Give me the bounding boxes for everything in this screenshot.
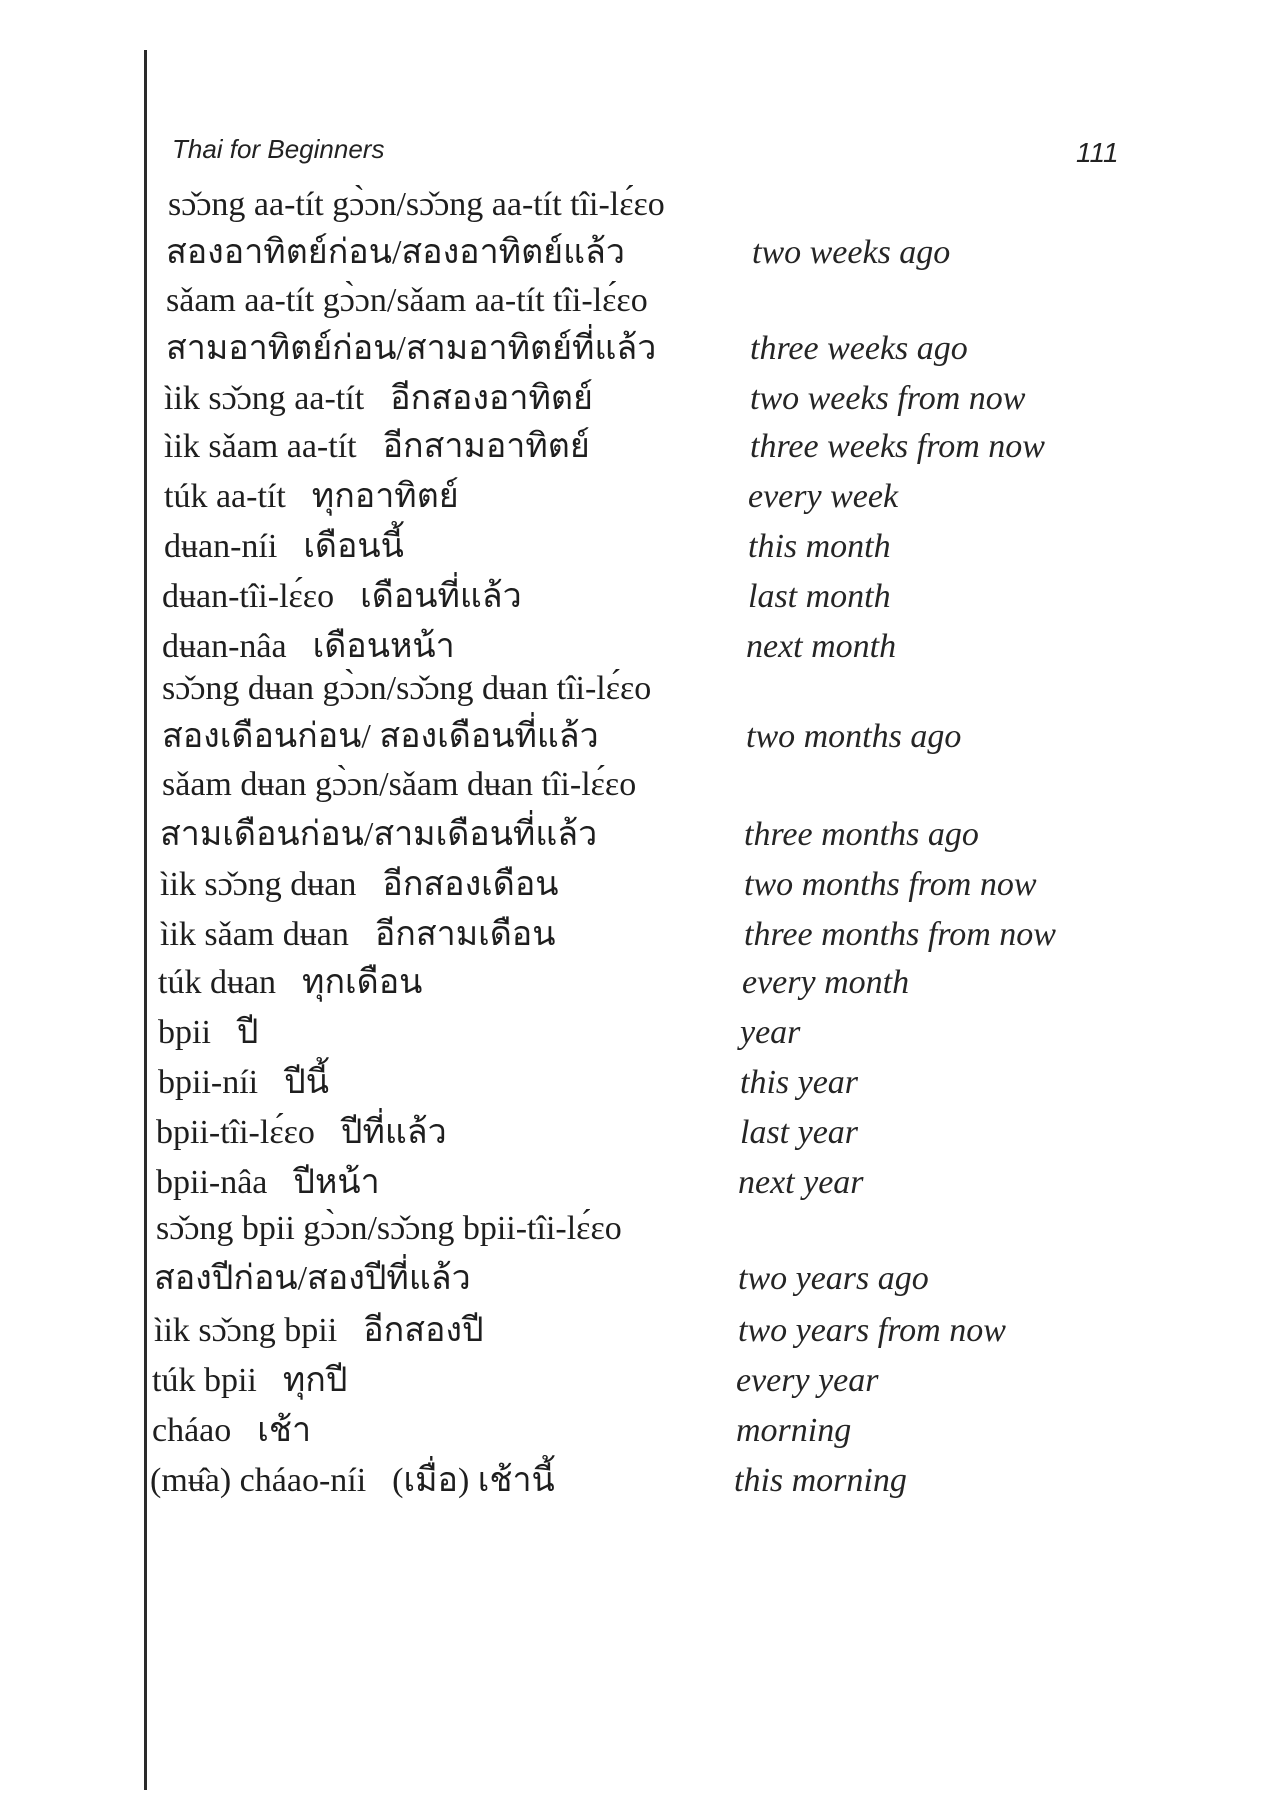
entry-term	[158, 966, 422, 1000]
entry-term	[164, 382, 593, 416]
entry-term	[154, 1262, 471, 1296]
entry-romanization: dʉan-níi	[164, 528, 278, 565]
entry-thai: สองปีก่อน/สองปีที่แล้ว	[154, 1260, 471, 1297]
entry-term	[162, 672, 651, 706]
entry-romanization: ìik sɔ̌ɔng aa-tít	[164, 380, 365, 417]
entry-term	[150, 1464, 555, 1498]
page-number: 111	[1076, 137, 1119, 168]
entry-term	[166, 284, 648, 318]
entry-thai: สามเดือนก่อน/สามเดือนที่แล้ว	[160, 816, 598, 853]
entry-romanization: túk bpii	[152, 1362, 257, 1399]
entry-romanization: dʉan-tîi-lɛ́ɛo	[162, 578, 335, 615]
entry-term	[154, 1314, 484, 1348]
entry-english: every year	[736, 1362, 879, 1399]
entry-romanization: sǎam dʉan gɔ̀ɔn/sǎam dʉan tîi-lɛ́ɛo	[162, 766, 637, 803]
entry-romanization: bpii	[158, 1014, 211, 1051]
entry-romanization: sǎam aa-tít gɔ̀ɔn/sǎam aa-tít tîi-lɛ́ɛo	[166, 282, 648, 319]
entry-term	[166, 332, 656, 366]
entry-romanization: sɔ̌ɔng bpii gɔ̀ɔn/sɔ̌ɔng bpii-tîi-lɛ́ɛo	[156, 1210, 622, 1247]
entry-romanization: sɔ̌ɔng aa-tít gɔ̀ɔn/sɔ̌ɔng aa-tít tîi-lɛ́ɛo	[168, 186, 665, 223]
entry-thai: สองอาทิตย์ก่อน/สองอาทิตย์แล้ว	[166, 234, 625, 271]
entry-english: three months ago	[744, 816, 979, 853]
entry-thai: สองเดือนก่อน/ สองเดือนที่แล้ว	[162, 718, 599, 755]
entry-term	[158, 1066, 329, 1100]
entry-romanization: bpii-tîi-lɛ́ɛo	[156, 1114, 315, 1151]
entry-thai: อีกสามอาทิตย์	[382, 428, 590, 465]
entry-thai: เดือนหน้า	[312, 628, 455, 665]
entry-romanization: sɔ̌ɔng dʉan gɔ̀ɔn/sɔ̌ɔng dʉan tîi-lɛ́ɛo	[162, 670, 652, 707]
entry-english: this year	[740, 1064, 859, 1101]
entry-english: three weeks from now	[750, 428, 1045, 465]
entry-thai: ปีนี้	[284, 1064, 329, 1101]
entry-romanization: dʉan-nâa	[162, 628, 287, 665]
entry-english: next month	[746, 628, 897, 665]
entry-term	[160, 918, 555, 952]
page-spine-line	[144, 50, 147, 1790]
entry-thai: เดือนนี้	[303, 528, 404, 565]
entry-romanization: bpii-níi	[158, 1064, 259, 1101]
entry-term	[162, 720, 599, 754]
entry-term	[158, 1016, 259, 1050]
entry-term	[168, 188, 665, 222]
entry-term	[156, 1116, 447, 1150]
entry-thai: เช้า	[257, 1412, 312, 1449]
entry-thai: อีกสองปี	[363, 1312, 484, 1349]
entry-term	[162, 580, 522, 614]
entry-term	[160, 818, 597, 852]
entry-thai: อีกสามเดือน	[374, 916, 556, 953]
entry-romanization: ìik sɔ̌ɔng dʉan	[160, 866, 357, 903]
entry-thai: เดือนที่แล้ว	[360, 578, 522, 615]
entry-english: year	[740, 1014, 801, 1051]
entry-term	[164, 480, 459, 514]
running-header-title: Thai for Beginners	[172, 134, 385, 164]
entry-romanization: bpii-nâa	[156, 1164, 268, 1201]
entry-english: this morning	[734, 1462, 907, 1499]
entry-term	[162, 630, 455, 664]
entry-romanization: cháao	[152, 1412, 232, 1449]
entry-english: two years ago	[738, 1260, 929, 1297]
entry-thai: ทุกเดือน	[302, 964, 423, 1001]
entry-english: this month	[748, 528, 891, 565]
entry-term	[156, 1212, 622, 1246]
entry-term	[152, 1364, 347, 1398]
entry-english: every month	[742, 964, 910, 1001]
entry-term	[160, 868, 559, 902]
entry-english: morning	[736, 1412, 852, 1449]
entry-english: two weeks ago	[752, 234, 951, 271]
entry-thai: (เมื่อ) เช้านี้	[392, 1462, 555, 1499]
entry-term	[166, 236, 625, 270]
entry-term	[152, 1414, 311, 1448]
entry-thai: ทุกอาทิตย์	[311, 478, 459, 515]
entry-english: two months ago	[746, 718, 962, 755]
entry-thai: ทุกปี	[282, 1362, 348, 1399]
entry-romanization: túk dʉan	[158, 964, 277, 1001]
entry-english: last month	[748, 578, 891, 615]
entry-english: two years from now	[738, 1312, 1006, 1349]
entry-romanization: túk aa-tít	[164, 478, 286, 515]
entry-term	[164, 430, 590, 464]
entry-thai: สามอาทิตย์ก่อน/สามอาทิตย์ที่แล้ว	[166, 330, 657, 367]
entry-thai: ปีที่แล้ว	[340, 1114, 447, 1151]
entry-romanization: ìik sǎam aa-tít	[164, 428, 357, 465]
entry-romanization: ìik sǎam dʉan	[160, 916, 349, 953]
entry-romanization: (mʉ̂a) cháao-níi	[150, 1462, 367, 1499]
entry-english: every week	[748, 478, 899, 515]
entry-english: next year	[738, 1164, 864, 1201]
entry-english: last year	[740, 1114, 859, 1151]
entry-thai: อีกสองอาทิตย์	[390, 380, 593, 417]
entry-english: three weeks ago	[750, 330, 968, 367]
entry-term	[156, 1166, 380, 1200]
entry-thai: ปี	[236, 1014, 259, 1051]
entry-english: two months from now	[744, 866, 1037, 903]
entry-term	[164, 530, 404, 564]
entry-romanization: ìik sɔ̌ɔng bpii	[154, 1312, 338, 1349]
entry-english: three months from now	[744, 916, 1056, 953]
entry-english: two weeks from now	[750, 380, 1026, 417]
entry-term	[162, 768, 636, 802]
entry-thai: อีกสองเดือน	[382, 866, 559, 903]
entry-thai: ปีหน้า	[293, 1164, 380, 1201]
